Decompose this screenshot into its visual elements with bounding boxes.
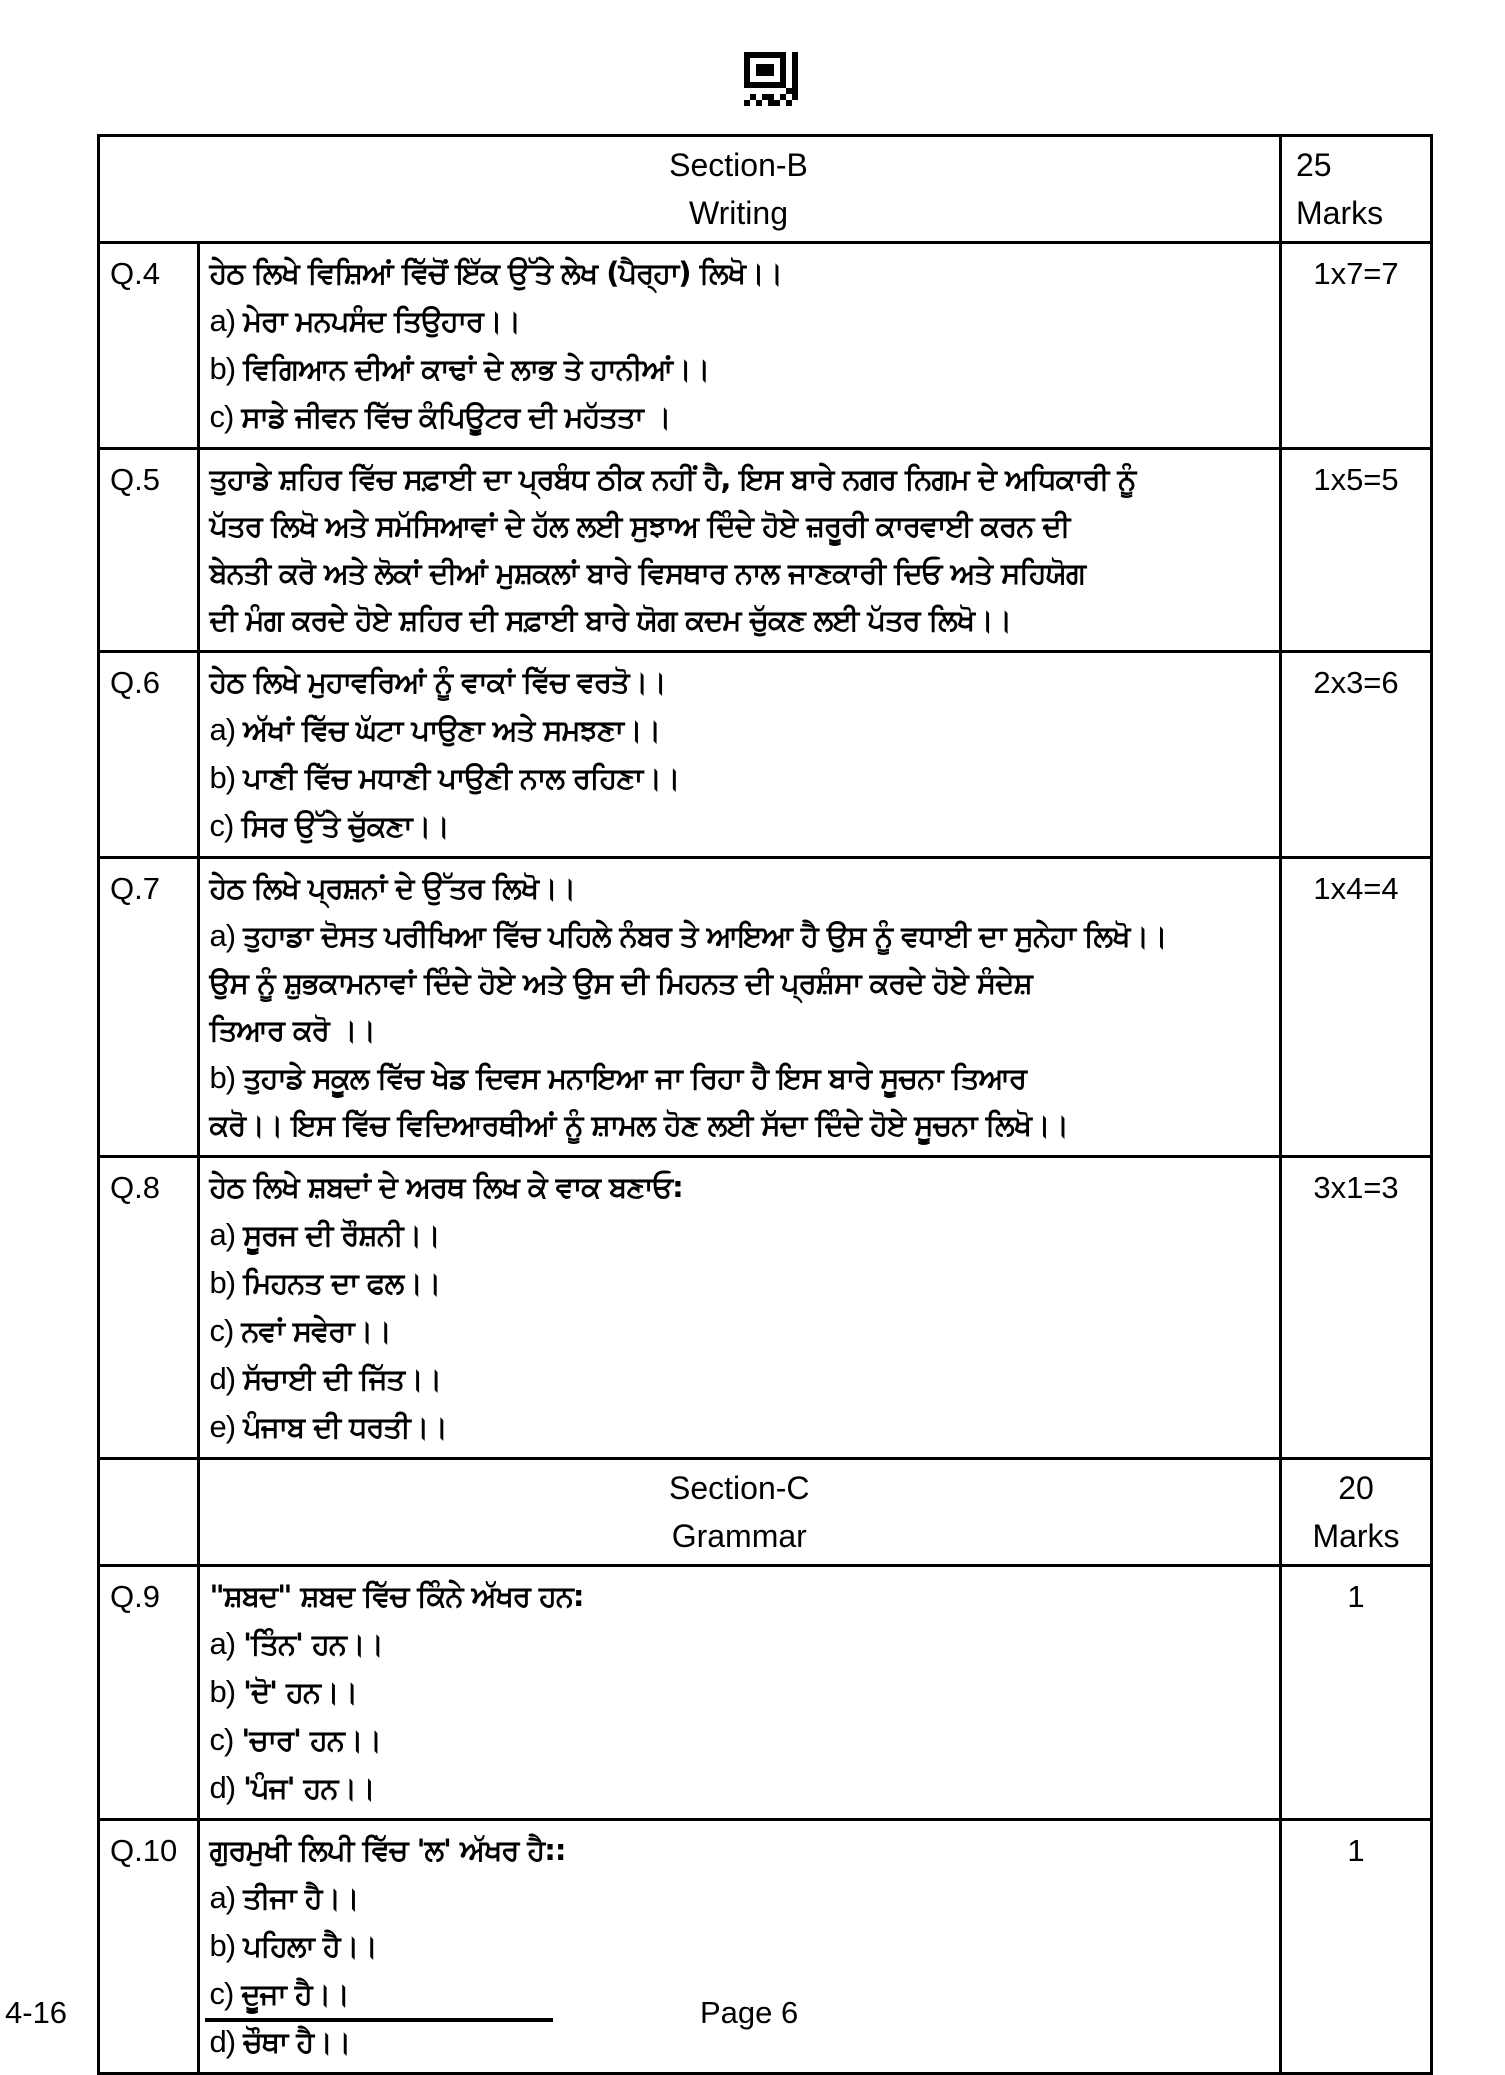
question-row xyxy=(99,1820,1432,2074)
question-marks: 1 xyxy=(1281,1566,1432,1820)
question-number: Q.8 xyxy=(99,1157,199,1459)
option-text: ਸੂਰਜ ਦੀ ਰੌਸ਼ਨੀ।। xyxy=(243,1218,440,1252)
option-key: b) xyxy=(209,1060,236,1095)
option-key: d) xyxy=(209,2024,236,2059)
option-key: d) xyxy=(209,1770,236,1805)
option xyxy=(210,1355,1270,1403)
option-text: ਪਾਣੀ ਵਿੱਚ ਮਧਾਣੀ ਪਾਉਣੀ ਨਾਲ ਰਹਿਣਾ।। xyxy=(243,761,680,795)
option-text: ਮਿਹਨਤ ਦਾ ਫਲ।। xyxy=(243,1266,441,1300)
question-text: ਹੇਠ ਲਿਖੇ ਵਿਸ਼ਿਆਂ ਵਿੱਚੋਂ ਇੱਕ ਉੱਤੇ ਲੇਖ (ਪੈਰ੍ਹਾ) ਲਿਖੋ।। xyxy=(209,256,783,290)
footer-code: 4-16 xyxy=(5,1995,68,2030)
question-marks: 1 xyxy=(1281,1820,1432,2074)
section-title: Section-B xyxy=(669,147,808,183)
question-marks: 1x4=4 xyxy=(1281,858,1432,1157)
question-text: ਹੇਠ ਲਿਖੇ ਸ਼ਬਦਾਂ ਦੇ ਅਰਥ ਲਿਖ ਕੇ ਵਾਕ ਬਣਾਓ: xyxy=(209,1170,683,1204)
question-row xyxy=(99,449,1432,652)
option xyxy=(210,1922,1270,1970)
option-text: 'ਤਿੰਨ' ਹਨ।। xyxy=(243,1627,383,1661)
option-key: a) xyxy=(209,1626,236,1661)
question-row xyxy=(99,1566,1432,1820)
qr-code xyxy=(744,52,798,106)
option-key: c) xyxy=(209,399,234,434)
option xyxy=(210,1716,1270,1764)
question-row xyxy=(99,1157,1432,1459)
option-key: a) xyxy=(209,303,236,338)
question-body xyxy=(198,1566,1281,1820)
option xyxy=(210,1874,1270,1922)
option-key: a) xyxy=(209,1880,236,1915)
question-text: ਹੇਠ ਲਿਖੇ ਮੁਹਾਵਰਿਆਂ ਨੂੰ ਵਾਕਾਂ ਵਿੱਚ ਵਰਤੋ।। xyxy=(209,665,666,699)
section-title: Section-C xyxy=(669,1470,810,1506)
question-text: ਤੁਹਾਡੇ ਸ਼ਹਿਰ ਵਿੱਚ ਸਫ਼ਾਈ ਦਾ ਪ੍ਰਬੰਧ ਠੀਕ ਨਹੀਂ ਹੈ, ਇਸ ਬਾਰੇ ਨਗਰ ਨਿਗਮ ਦੇ ਅਧਿਕਾਰੀ ਨੂੰ xyxy=(209,462,1136,496)
question-text: ਗੁਰਮੁਖੀ ਲਿਪੀ ਵਿੱਚ 'ਲ' ਅੱਖਰ ਹੈ:: xyxy=(209,1833,566,1867)
question-marks: 1x7=7 xyxy=(1281,243,1432,449)
question-number: Q.5 xyxy=(99,449,199,652)
option-text: ਤੀਜਾ ਹੈ।। xyxy=(243,1881,359,1915)
question-body xyxy=(198,652,1281,858)
option xyxy=(210,393,1270,441)
option-key: d) xyxy=(209,1361,236,1396)
option xyxy=(210,1307,1270,1355)
question-number: Q.10 xyxy=(99,1820,199,2074)
question-body xyxy=(198,858,1281,1157)
option-text: ਤੁਹਾਡਾ ਦੋਸਤ ਪਰੀਖਿਆ ਵਿੱਚ ਪਹਿਲੇ ਨੰਬਰ ਤੇ ਆਇਆ ਹੈ ਉਸ ਨੂੰ ਵਧਾਈ ਦਾ ਸੁਨੇਹਾ ਲਿਖੋ।। xyxy=(243,919,1167,953)
option xyxy=(210,1620,1270,1668)
option xyxy=(210,706,1270,754)
question-marks: 2x3=6 xyxy=(1281,652,1432,858)
option-key: b) xyxy=(209,1928,236,1963)
option xyxy=(210,1259,1270,1307)
option-text: 'ਪੰਜ' ਹਨ।। xyxy=(243,1771,375,1805)
question-body xyxy=(198,1157,1281,1459)
question-text: ਬੇਨਤੀ ਕਰੋ ਅਤੇ ਲੋਕਾਂ ਦੀਆਂ ਮੁਸ਼ਕਲਾਂ ਬਾਰੇ ਵਿਸਥਾਰ ਨਾਲ ਜਾਣਕਾਰੀ ਦਿਓ ਅਤੇ ਸਹਿਯੋਗ xyxy=(209,556,1086,590)
option xyxy=(210,754,1270,802)
question-number: Q.4 xyxy=(99,243,199,449)
question-row xyxy=(99,858,1432,1157)
marks-label: Marks xyxy=(1312,1518,1400,1554)
option-key: b) xyxy=(209,351,236,386)
option xyxy=(210,297,1270,345)
question-row xyxy=(99,243,1432,449)
question-marks: 1x5=5 xyxy=(1281,449,1432,652)
footer-rule xyxy=(205,2018,553,2022)
option xyxy=(210,1054,1270,1102)
question-body xyxy=(198,243,1281,449)
option-key: a) xyxy=(209,1217,236,1252)
option xyxy=(210,802,1270,850)
section-subtitle: Writing xyxy=(689,195,788,231)
option-text-continued: ਕਰੋ।। ਇਸ ਵਿੱਚ ਵਿਦਿਆਰਥੀਆਂ ਨੂੰ ਸ਼ਾਮਲ ਹੋਣ ਲਈ ਸੱਦਾ ਦਿੰਦੇ ਹੋਏ ਸੂਚਨਾ ਲਿਖੋ।। xyxy=(209,1108,1069,1142)
option-text: ਸਿਰ ਉੱਤੇ ਚੁੱਕਣਾ।। xyxy=(241,809,449,843)
option xyxy=(210,1403,1270,1451)
section-marks: 25 xyxy=(1296,147,1332,183)
option-text: ਤੁਹਾਡੇ ਸਕੂਲ ਵਿੱਚ ਖੇਡ ਦਿਵਸ ਮਨਾਇਆ ਜਾ ਰਿਹਾ ਹੈ ਇਸ ਬਾਰੇ ਸੂਚਨਾ ਤਿਆਰ xyxy=(243,1061,1027,1095)
option-key: b) xyxy=(209,1265,236,1300)
page-number: Page 6 xyxy=(700,1995,799,2030)
option-text: ਸੱਚਾਈ ਦੀ ਜਿੱਤ।। xyxy=(243,1362,442,1396)
question-body xyxy=(198,449,1281,652)
option-text: ਵਿਗਿਆਨ ਦੀਆਂ ਕਾਢਾਂ ਦੇ ਲਾਭ ਤੇ ਹਾਨੀਆਂ।। xyxy=(243,352,710,386)
marks-label: Marks xyxy=(1296,195,1384,231)
question-text: ਹੇਠ ਲਿਖੇ ਪ੍ਰਸ਼ਨਾਂ ਦੇ ਉੱਤਰ ਲਿਖੋ।। xyxy=(209,871,576,905)
option-text: 'ਚਾਰ' ਹਨ।। xyxy=(241,1723,382,1757)
option-key: b) xyxy=(209,760,236,795)
question-row xyxy=(99,652,1432,858)
option-text-continued: ਉਸ ਨੂੰ ਸ਼ੁਭਕਾਮਨਾਵਾਂ ਦਿੰਦੇ ਹੋਏ ਅਤੇ ਉਸ ਦੀ ਮਿਹਨਤ ਦੀ ਪ੍ਰਸ਼ੰਸਾ ਕਰਦੇ ਹੋਏ ਸੰਦੇਸ਼ xyxy=(209,966,1032,1000)
option xyxy=(210,1211,1270,1259)
option-key: c) xyxy=(209,1313,234,1348)
option-text: ਚੌਥਾ ਹੈ।। xyxy=(243,2025,351,2059)
option-key: a) xyxy=(209,712,236,747)
option-key: e) xyxy=(209,1409,236,1444)
option-text: ਅੱਖਾਂ ਵਿੱਚ ਘੱਟਾ ਪਾਉਣਾ ਅਤੇ ਸਮਝਣਾ।। xyxy=(243,713,661,747)
option-text: 'ਦੋ' ਹਨ।। xyxy=(243,1675,358,1709)
option-text: ਮੇਰਾ ਮਨਪਸੰਦ ਤਿਉਹਾਰ।। xyxy=(243,304,521,338)
option-text-continued: ਤਿਆਰ ਕਰੋ ।। xyxy=(209,1013,375,1047)
option-text: ਪੰਜਾਬ ਦੀ ਧਰਤੀ।। xyxy=(243,1410,447,1444)
option-key: c) xyxy=(209,1976,234,2011)
question-text: ਪੱਤਰ ਲਿਖੋ ਅਤੇ ਸਮੱਸਿਆਵਾਂ ਦੇ ਹੱਲ ਲਈ ਸੁਝਾਅ ਦਿੰਦੇ ਹੋਏ ਜ਼ਰੂਰੀ ਕਾਰਵਾਈ ਕਰਨ ਦੀ xyxy=(209,509,1070,543)
question-number: Q.7 xyxy=(99,858,199,1157)
option-text: ਪਹਿਲਾ ਹੈ।। xyxy=(243,1929,377,1963)
question-marks: 3x1=3 xyxy=(1281,1157,1432,1459)
option xyxy=(210,1764,1270,1812)
question-number: Q.9 xyxy=(99,1566,199,1820)
section-b-header xyxy=(99,136,1432,243)
section-marks: 20 xyxy=(1338,1470,1374,1506)
option-key: b) xyxy=(209,1674,236,1709)
question-table xyxy=(97,134,1433,2075)
question-number: Q.6 xyxy=(99,652,199,858)
option-key: c) xyxy=(209,1722,234,1757)
option-text: ਸਾਡੇ ਜੀਵਨ ਵਿੱਚ ਕੰਪਿਊਟਰ ਦੀ ਮਹੱਤਤਾ । xyxy=(241,400,671,434)
option-key: c) xyxy=(209,808,234,843)
question-text: "ਸ਼ਬਦ" ਸ਼ਬਦ ਵਿੱਚ ਕਿੰਨੇ ਅੱਖਰ ਹਨ: xyxy=(209,1579,584,1613)
option-key: a) xyxy=(209,918,236,953)
option-text: ਦੂਜਾ ਹੈ।। xyxy=(241,1977,349,2011)
option xyxy=(210,912,1270,960)
question-text: ਦੀ ਮੰਗ ਕਰਦੇ ਹੋਏ ਸ਼ਹਿਰ ਦੀ ਸਫ਼ਾਈ ਬਾਰੇ ਯੋਗ ਕਦਮ ਚੁੱਕਣ ਲਈ ਪੱਤਰ ਲਿਖੋ।। xyxy=(209,603,1012,637)
section-subtitle: Grammar xyxy=(671,1518,807,1554)
option xyxy=(210,345,1270,393)
question-body xyxy=(198,1820,1281,2074)
option xyxy=(210,1668,1270,1716)
section-c-header xyxy=(99,1459,1432,1566)
option-text: ਨਵਾਂ ਸਵੇਰਾ।। xyxy=(241,1314,391,1348)
